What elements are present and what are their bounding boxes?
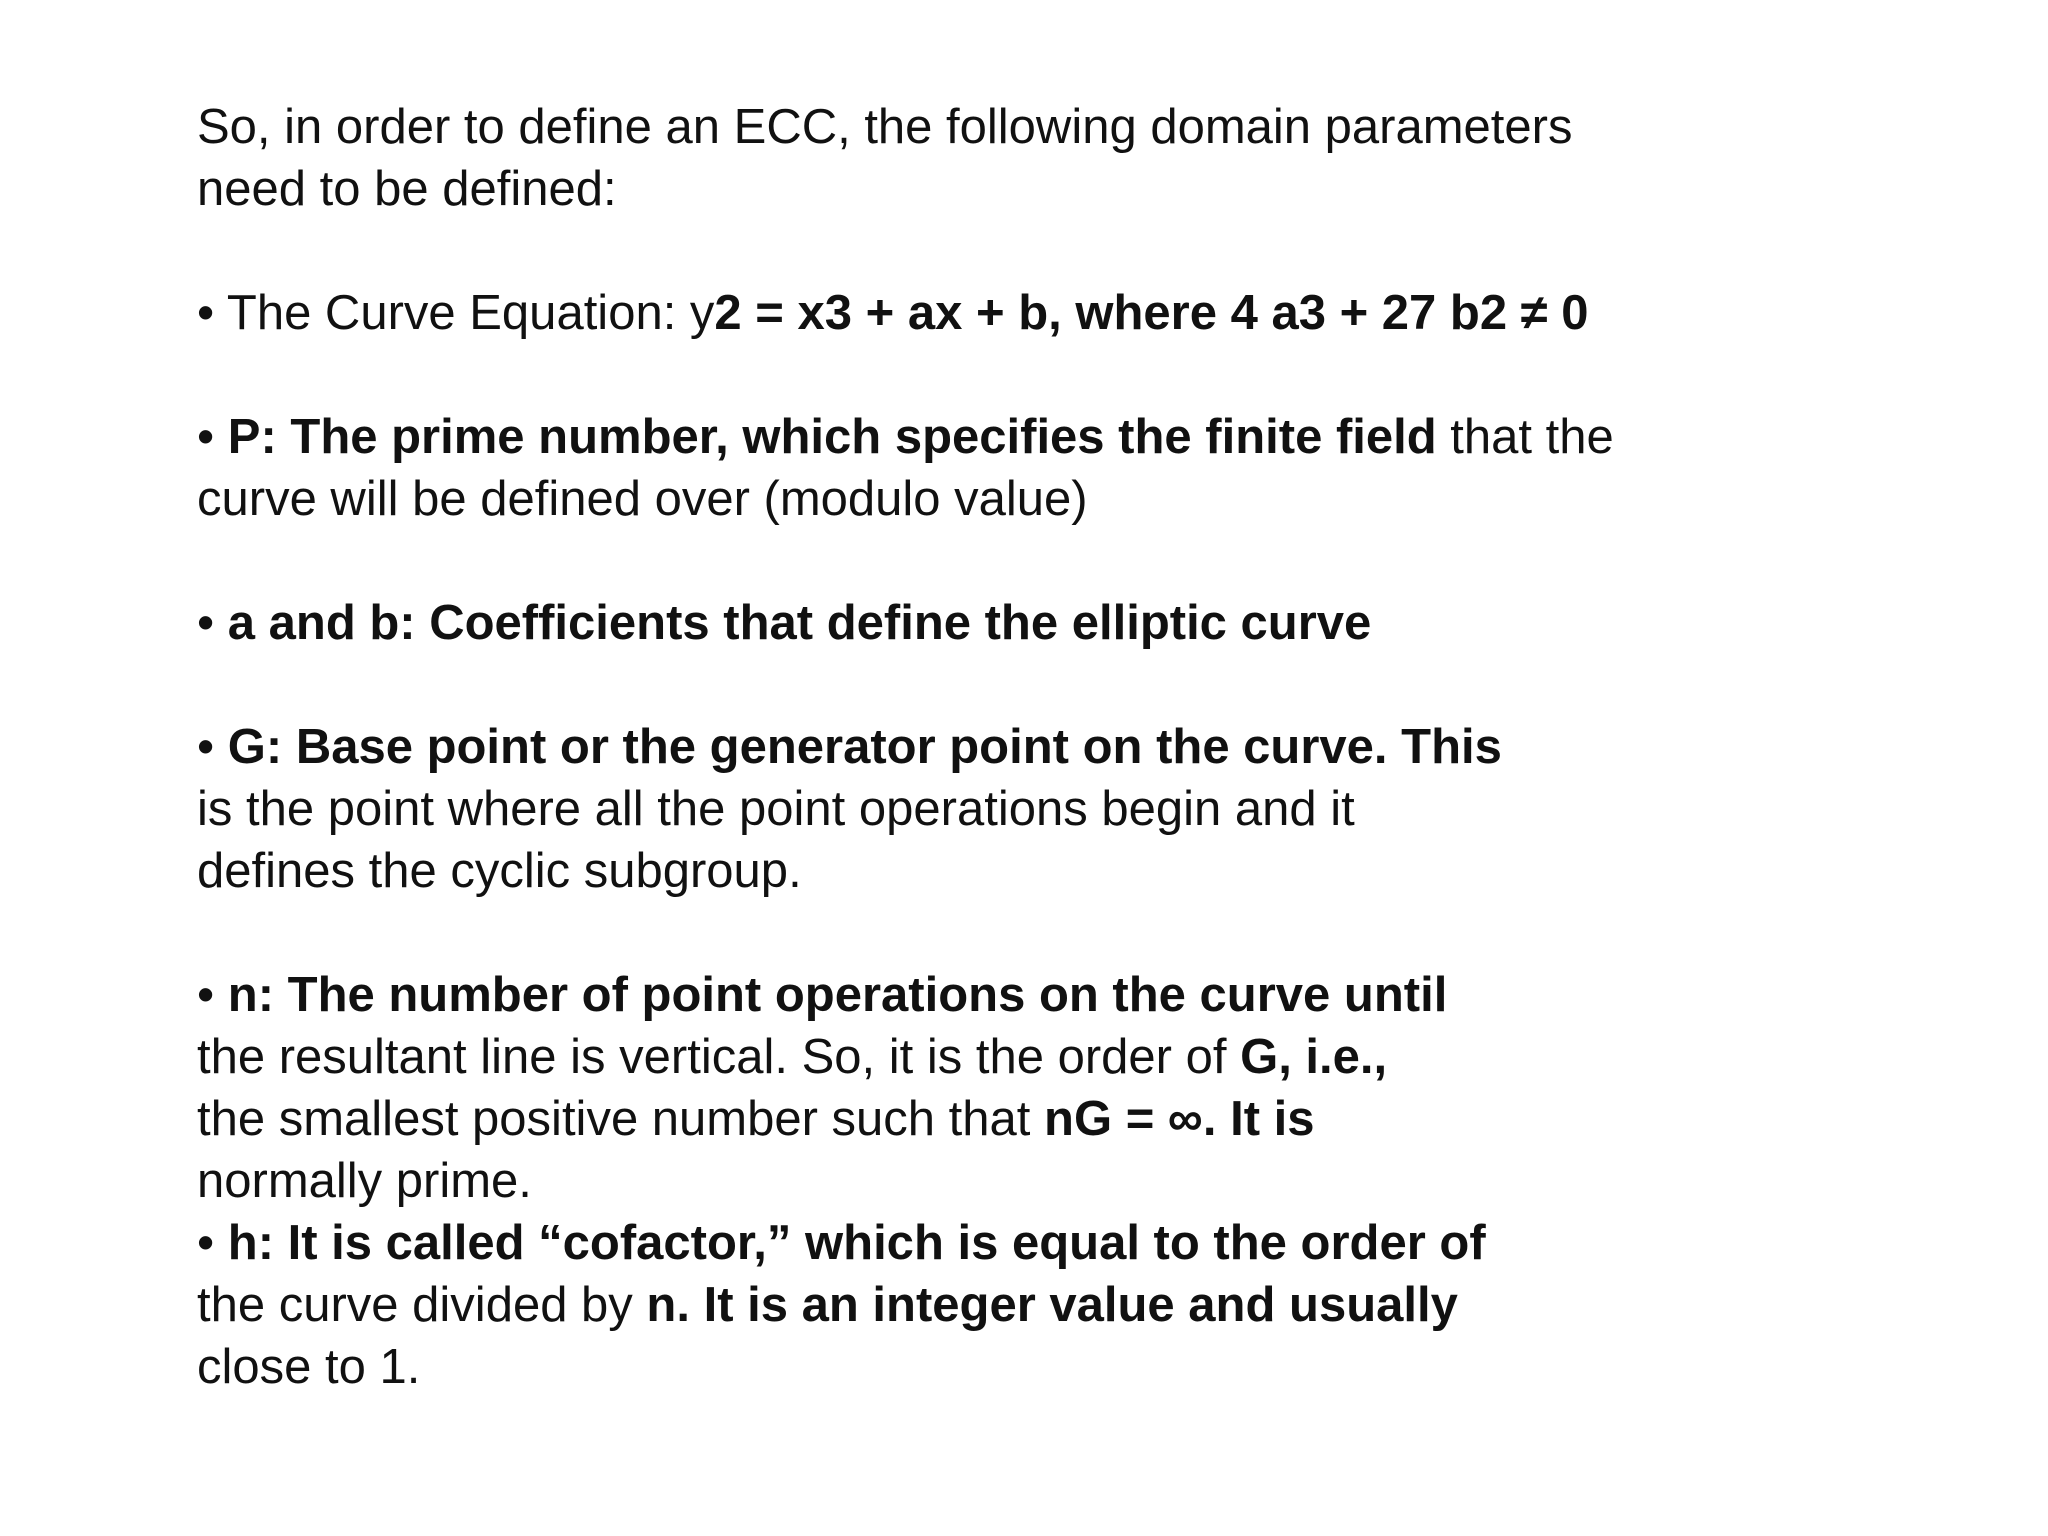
- order-bold-text: n: The number of point operations on the curve until: [214, 968, 1448, 1022]
- curve-equation-formula: 2 = x3 + ax + b, where 4 a3 + 27 b2 ≠ 0: [714, 286, 1589, 340]
- order-item-line-2: [197, 1026, 1797, 1088]
- curve-equation-label: The Curve Equation: y: [214, 286, 715, 340]
- order-item-line-4: [197, 1150, 1797, 1212]
- spacer: [197, 530, 1797, 592]
- generator-item-line-2: [197, 778, 1797, 840]
- generator-text-3: defines the cyclic subgroup.: [197, 844, 802, 898]
- bullet: •: [197, 1216, 215, 1270]
- intro-line-1: [197, 96, 1797, 158]
- bullet: •: [197, 410, 215, 464]
- generator-bold-text: G: Base point or the generator point on the curve. This: [214, 720, 1502, 774]
- generator-text-2: is the point where all the point operations begin and it: [197, 782, 1355, 836]
- bullet: •: [197, 286, 215, 340]
- prime-item: [197, 406, 1797, 468]
- cofactor-item-line-2: [197, 1274, 1797, 1336]
- spacer: [197, 344, 1797, 406]
- coefficients-item: [197, 592, 1797, 654]
- cofactor-text-2: the curve divided by: [197, 1278, 647, 1332]
- bullet: •: [197, 596, 215, 650]
- prime-item-line-2: [197, 468, 1797, 530]
- bullet: •: [197, 968, 215, 1022]
- bullet: •: [197, 720, 215, 774]
- generator-item-line-3: [197, 840, 1797, 902]
- cofactor-item-line-3: [197, 1336, 1797, 1398]
- spacer: [197, 654, 1797, 716]
- coefficients-bold-text: a and b: Coefficients that define the elliptic curve: [214, 596, 1372, 650]
- spacer: [197, 220, 1797, 282]
- prime-normal-text: that the: [1436, 410, 1614, 464]
- cofactor-bold-2: n. It is an integer value and usually: [646, 1278, 1458, 1332]
- intro-text-2: need to be defined:: [197, 162, 617, 216]
- order-text-4: normally prime.: [197, 1154, 532, 1208]
- generator-item: [197, 716, 1797, 778]
- order-text-2: the resultant line is vertical. So, it is the order of: [197, 1030, 1241, 1084]
- order-item-line-3: [197, 1088, 1797, 1150]
- curve-equation-item: [197, 282, 1797, 344]
- intro-line-2: [197, 158, 1797, 220]
- intro-text-1: So, in order to define an ECC, the following domain parameters: [197, 100, 1573, 154]
- cofactor-item: [197, 1212, 1797, 1274]
- slide-content: [197, 96, 1797, 1398]
- order-text-3: the smallest positive number such that: [197, 1092, 1045, 1146]
- order-item: [197, 964, 1797, 1026]
- order-bold-2: G, i.e.,: [1240, 1030, 1388, 1084]
- order-bold-3: nG = ∞. It is: [1044, 1092, 1315, 1146]
- cofactor-bold-text: h: It is called “cofactor,” which is equal to the order of: [214, 1216, 1486, 1270]
- prime-bold-text: P: The prime number, which specifies the finite field: [214, 410, 1437, 464]
- prime-text-2: curve will be defined over (modulo value): [197, 472, 1088, 526]
- spacer: [197, 902, 1797, 964]
- cofactor-text-3: close to 1.: [197, 1340, 421, 1394]
